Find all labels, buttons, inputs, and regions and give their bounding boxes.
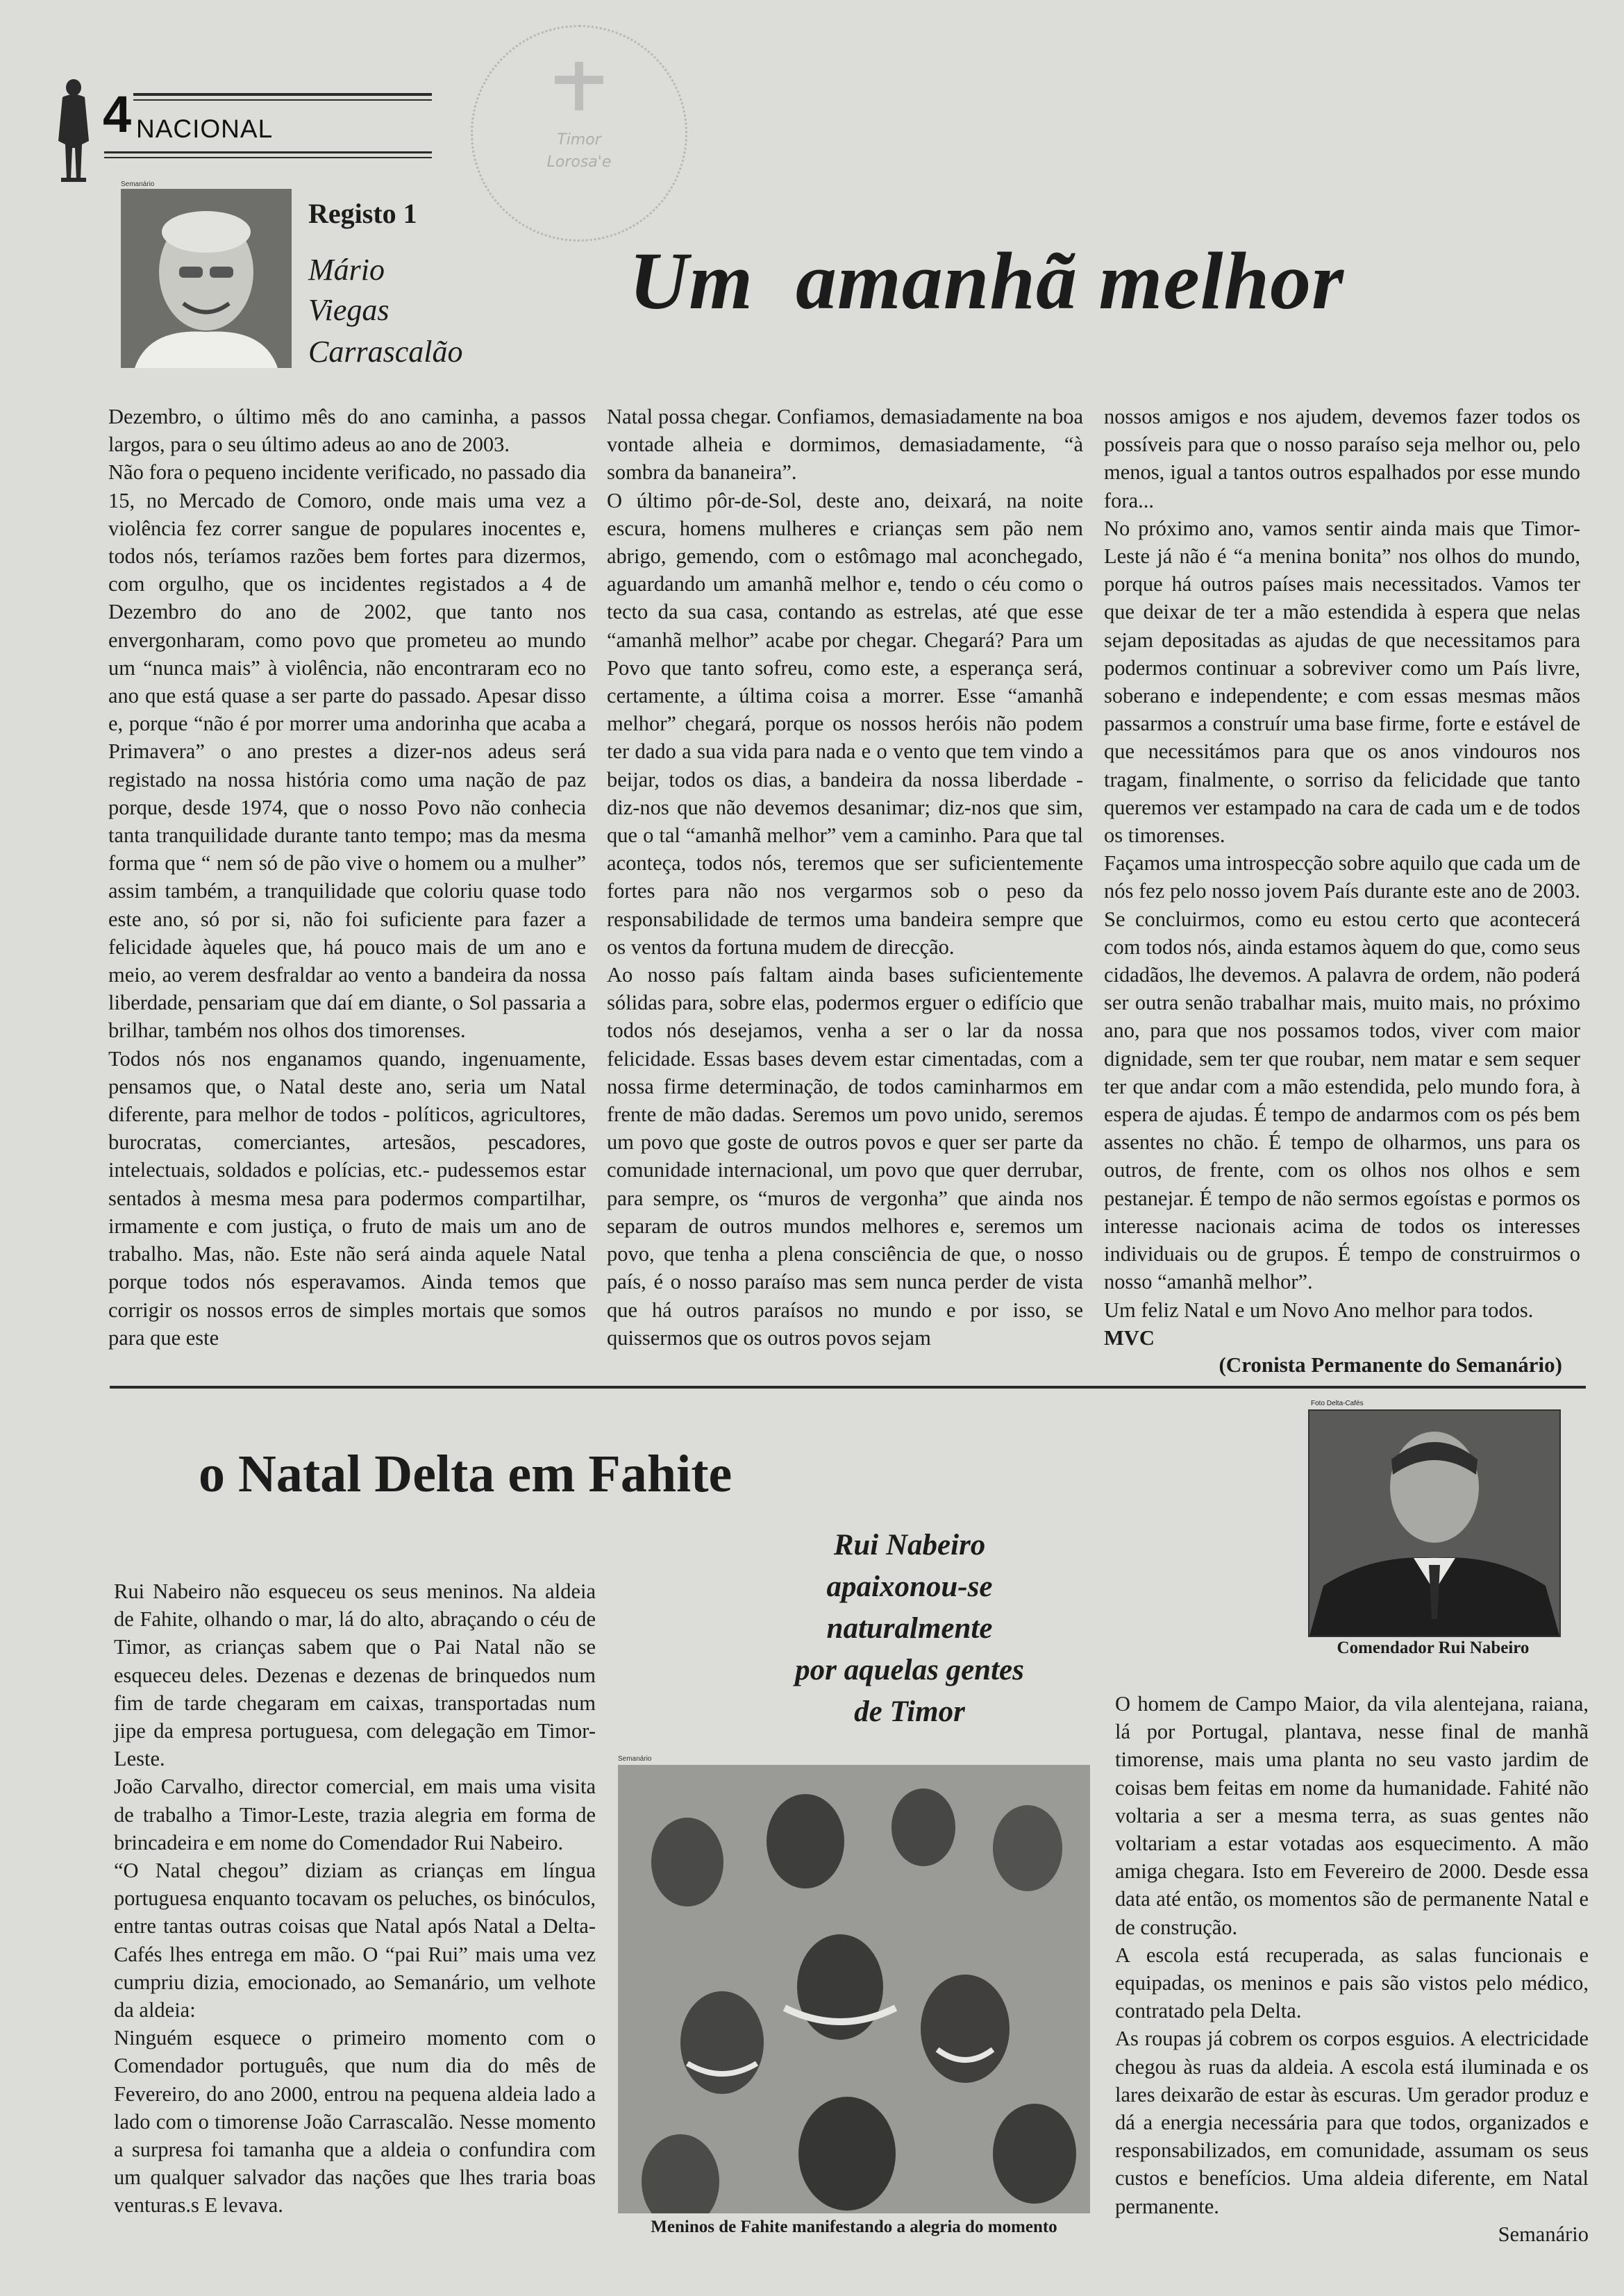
subhead-line: de Timor (854, 1695, 965, 1728)
author-name-2: Viegas (308, 293, 390, 327)
page-number: 4 (103, 85, 132, 143)
author-name-1: Mário (308, 253, 385, 287)
section-name: NACIONAL (136, 115, 274, 143)
portrait-credit: Foto Delta-Cafés (1311, 1400, 1364, 1407)
paragraph: O último pôr-de-Sol, deste ano, deixará, na noite escura, homens mulheres e crianças sem pão nem abrigo, gemendo, com o estômago mal aconchegado, aguardando um amanhã melhor e, tendo o céu como o tecto da sua casa, contando as estrelas, até que esse “amanhã melhor” acabe por chegar. Chegará? Para um Povo que tanto sofreu, como este, a esperança será, certamente, a última coisa a morrer. Esse “amanhã melhor” chegará, porque os nossos heróis não podem ter dado a sua vida para nada e o vento que tem vindo a beijar, todos os dias, a bandeira da nossa liberdade - diz-nos que não devemos desanimar; diz-nos que sim, que o tal “amanhã melhor” vem a caminho. Para que tal aconteça, todos nós, teremos que ser suficientemente fortes para não nos vergarmos sob o peso da responsabilidade de termos uma bandeira sempre que os ventos da fortuna mudem de direcção. (607, 488, 1083, 959)
children-crowd-icon (618, 1765, 1090, 2213)
chronicler-credit: (Cronista Permanente do Semanário) (1219, 1352, 1562, 1377)
man-portrait-icon (1309, 1411, 1559, 1636)
paragraph: Todos nós nos enganamos quando, ingenuamente, pensamos que, o Natal deste ano, seria um Natal diferente, para melhor de todos - políticos, agricultores, burocratas, comerciantes, artesãos, pescadores, intelectuais, soldados e polícias, etc.- pudessemos estar sentados à mesma mesa para podermos compartilhar, irmamente e com justiça, o fruto de mais um ano de trabalho. Mas, não. Este não será ainda aquele Natal porque todos nós esperavamos. Ainda temos que corrigir os nossos erros de simples mortais que somos para que este (108, 1046, 586, 1350)
paragraph: O homem de Campo Maior, da vila alentejana, raiana, lá por Portugal, plantava, nesse final de manhã timorense, mais uma planta no seu vasto jardim de coisas bem feitas em nome da humanidade. Fahité não voltaria a ser a mesma terra, as suas gentes não voltariam a estar votadas aos esquecimento. A mão amiga chegara. Isto em Fevereiro de 2000. Desde essa data até então, os momentos são de permanente Natal e de construção. (1115, 1692, 1589, 1939)
article1-column-1 (108, 403, 586, 1352)
headline: Um amanhã melhor (629, 235, 1345, 326)
paragraph: nossos amigos e nos ajudem, devemos fazer todos os possíveis para que o nosso paraíso seja melhor ou, pelo menos, igual a tantos outros espalhados por esse mundo fora... (1104, 405, 1580, 512)
header-rule-top-2 (133, 99, 432, 101)
article1-column-3 (1104, 403, 1580, 1352)
author-portrait-icon (121, 189, 292, 368)
paragraph: As roupas já cobrem os corpos esguios. A electricidade chegou às ruas da aldeia. A escola está iluminada e os lares deixarão de estar às escuras. Um gerador produz e dá a energia necessária para que todos, organizados e responsabilizados, em comunidade, assumam os seus custos e benefícios. Uma aldeia diferente, em Natal permanente. (1115, 2027, 1589, 2218)
subhead-line: apaixonou-se (826, 1570, 993, 1603)
stamp-text-1: Timor (557, 131, 601, 149)
children-photo (618, 1765, 1090, 2213)
article1-column-2 (607, 403, 1083, 1352)
paragraph: Dezembro, o último mês do ano caminha, a passos largos, para o seu último adeus ao ano de 2003. (108, 405, 586, 457)
photo-brand-label: Semanário (618, 1755, 652, 1763)
headline-2: o Natal Delta em Fahite (199, 1445, 733, 1503)
author-photo (121, 189, 292, 368)
photo-caption: Meninos de Fahite manifestando a alegria do momento (651, 2218, 1057, 2236)
paragraph: No próximo ano, vamos sentir ainda mais que Timor-Leste já não é “a menina bonita” nos olhos do mundo, porque há outros países mais necessitados. Vamos ter que deixar de ter a mão estendida à espera que nelas sejam depositadas as ajudas de que necessitamos para podermos continuar a sobreviver como um País livre, soberano e independente; e com essas mesmas mãos passarmos a construír uma base firme, forte e estável de que necessitámos para que os anos vindouros nos tragam, finalmente, o sorriso da felicidade que tanto queremos ver estampado na cara de cada um e de todos os timorenses. (1104, 516, 1580, 848)
header-rule-top-1 (133, 93, 432, 96)
author-name-3: Carrascalão (308, 335, 463, 369)
paragraph: “O Natal chegou” diziam as crianças em língua portuguesa enquanto tocavam os peluches, os binóculos, entre tantas outras coisas que Natal após Natal a Delta-Cafés lhes entrega em mão. O “pai Rui” mais uma vez cumpriu dizia, emocionado, ao Semanário, um velhote da aldeia: (114, 1859, 596, 2022)
paragraph: Façamos uma introspecção sobre aquilo que cada um de nós fez pelo nosso jovem País durante este ano de 2003. Se concluirmos, como eu estou certo que acontecerá com todos nós, ainda estamos àquem do que, como seus cidadãos, lhe devemos. A palavra de ordem, não poderá ser outra senão trabalhar mais, muito mais, no próximo ano, para que nos possamos todos, viver com maior dignidade, sem ter que roubar, nem matar e sem sequer ter que andar com a mão estendida, pelo mundo fora, à espera de ajudas. É tempo de andarmos com os pés bem assentes no chão. É tempo de olharmos, uns para os outros, de frente, com os olhos nos olhos e sem pestanejar. É tempo de não sermos egoístas e pormos os interesse nacionais acima de todos os interesses individuais ou de grupos. É tempo de construirmos o nosso “amanhã melhor”. (1104, 851, 1581, 1294)
paragraph: Não fora o pequeno incidente verificado, no passado dia 15, no Mercado de Comoro, onde mais uma vez a violência fez correr sangue de populares inocentes e, todos nós, teríamos razões bem fortes para dizermos, com orgulho, que os incidentes registados a 4 de Dezembro do ano de 2002, que tanto nos envergonharam, como povo que prometeu ao mundo um “nunca mais” à violência, não encontraram eco no ano que está quase a ser parte do passado. Apesar disso e, porque “não é por morrer uma andorinha que acaba a Primavera” o ano prestes a dizer-nos adeus será registado na nossa história como uma nação de paz porque, desde 1974, que o nosso Povo não conhecia tanta tranquilidade durante tanto tempo; mas da mesma forma que “ nem só de pão vive o homem ou a mulher” assim também, a tranquilidade que coloriu quase todo este ano, só por si, não foi suficiente para fazer a felicidade àqueles que, há pouco mais de um ano e meio, ao verem desfraldar ao vento a bandeira da nossa liberdade, pensariam que daí em diante, o Sol passaria a brilhar, também nos olhos dos timorenses. (108, 460, 586, 1043)
column-label: Registo 1 (308, 198, 417, 229)
portrait-caption: Comendador Rui Nabeiro (1337, 1639, 1530, 1657)
ink-stamp (471, 25, 687, 242)
portrait-photo (1308, 1409, 1561, 1637)
signoff: Semanário (1498, 2222, 1589, 2246)
article2-column-1 (114, 1577, 596, 2220)
stamp-cross-icon (555, 62, 603, 110)
header-rule-bottom-1 (104, 151, 432, 153)
signature: MVC (1104, 1325, 1155, 1350)
photo-brand-label: Semanário (121, 181, 155, 188)
paragraph: Natal possa chegar. Confiamos, demasiadamente na boa vontade alheia e dormimos, demasiadamente, “à sombra da bananeira”. (607, 405, 1083, 485)
subhead-line: por aquelas gentes (795, 1654, 1024, 1686)
article2-column-3 (1115, 1690, 1589, 2248)
paragraph: Ao nosso país faltam ainda bases suficientemente sólidas para, sobre elas, podermos erguer o edifício que todos nós desejamos, venha a ser o lar da nossa felicidade. Essas bases devem estar cimentadas, com a nossa firme determinação, de todos caminharmos em frente de mão dadas. Seremos um povo unido, seremos um povo que goste de outros povos e quer ser parte da comunidade internacional, um povo que quer derrubar, para sempre, os “muros de vergonha” que ainda nos separam de outros mundos melhores e, seremos um povo, que tenha a plena consciência de que, o nosso país, é o nosso paraíso mas sem nunca perder de vista que há outros paraísos no mundo e por isso, se quissermos que os outros povos sejam (607, 963, 1083, 1350)
paragraph: Rui Nabeiro não esqueceu os seus meninos. Na aldeia de Fahite, olhando o mar, lá do alto, abraçando o céu de Timor, as crianças sabem que o Pai Natal não se esqueceu deles. Dezenas e dezenas de brinquedos num fim de tarde chegaram em caixas, transportadas num jipe da empresa portuguesa, com delegação em Timor-Leste. (114, 1579, 596, 1771)
statue-logo-icon (49, 75, 99, 186)
header-rule-bottom-2 (104, 157, 432, 158)
paragraph: João Carvalho, director comercial, em mais uma visita de trabalho a Timor-Leste, trazia alegria em forma de brincadeira e em nome do Comendador Rui Nabeiro. (114, 1775, 596, 1854)
subhead-line: Rui Nabeiro (833, 1529, 986, 1561)
subhead-line: naturalmente (826, 1612, 993, 1645)
paragraph: A escola está recuperada, as salas funcionais e equipadas, os meninos e pais são vistos pelo médico, contratado pela Delta. (1115, 1943, 1589, 2023)
stamp-text-2: Lorosa'e (546, 153, 612, 171)
subhead (701, 1525, 1118, 1733)
section-divider (110, 1386, 1586, 1389)
paragraph: Um feliz Natal e um Novo Ano melhor para todos. (1104, 1298, 1534, 1322)
paragraph: Ninguém esquece o primeiro momento com o Comendador português, que num dia do mês de Fevereiro, do ano 2000, entrou na pequena aldeia lado a lado com o timorense João Carrascalão. Nesse momento a surpresa foi tamanha que a aldeia o confundira com um qualquer salvador das nações que lhes traria boas venturas.s E levava. (114, 2026, 596, 2218)
